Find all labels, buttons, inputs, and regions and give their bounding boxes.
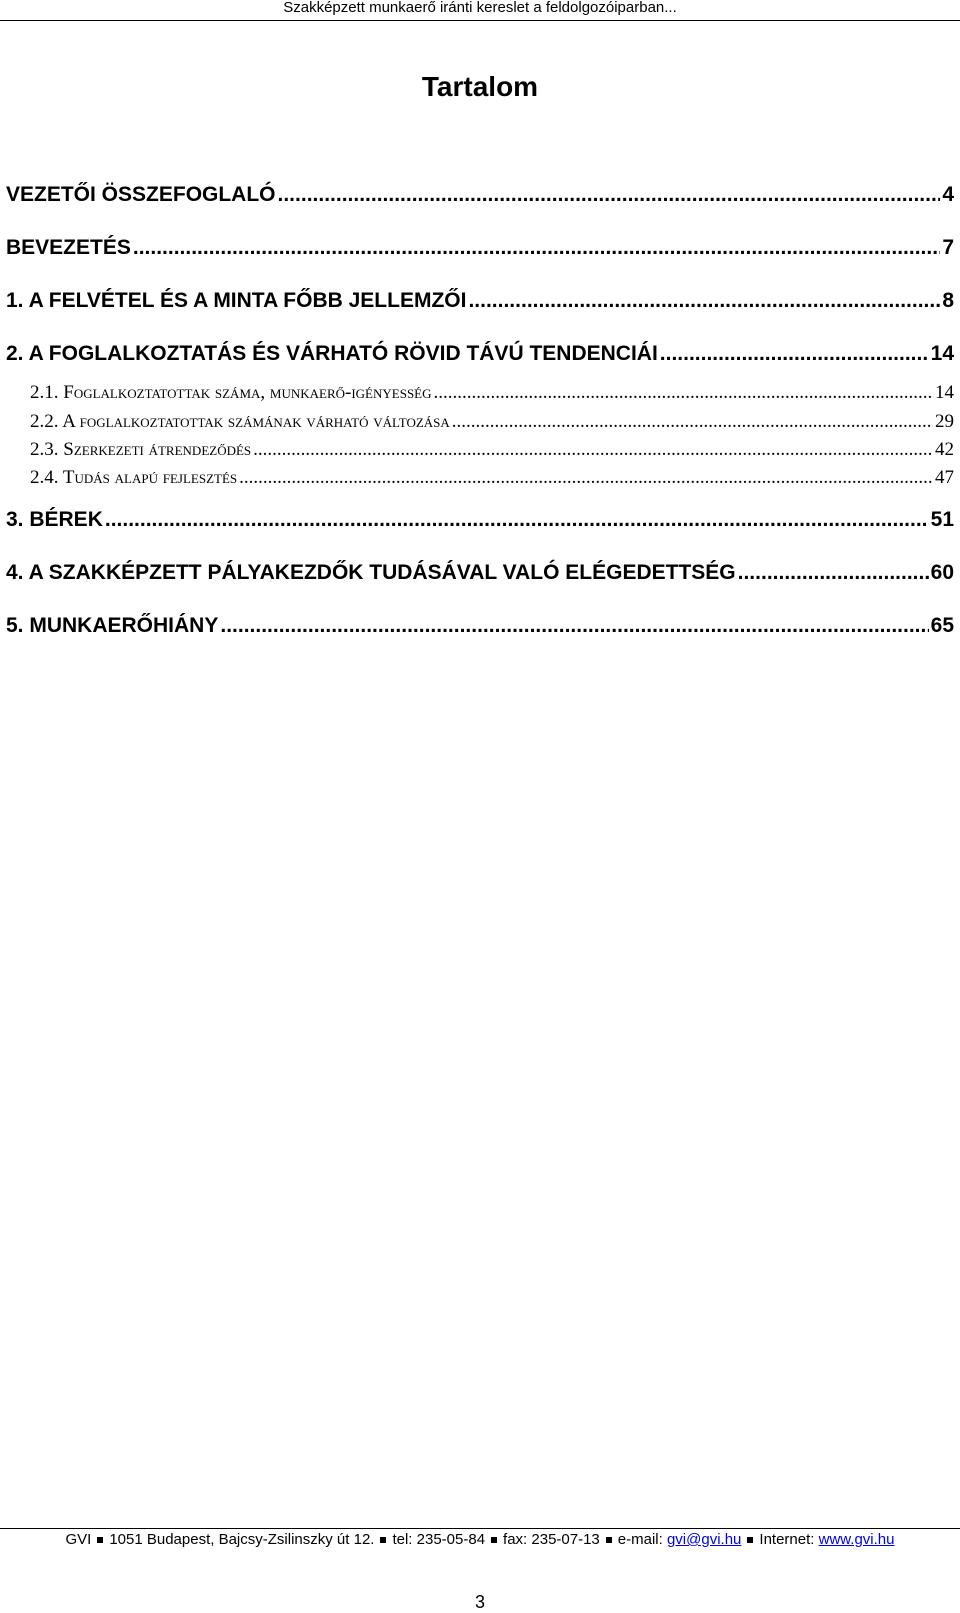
toc-entry-label: 2.1. Foglalkoztatottak száma, munkaerő-igényesség	[30, 382, 432, 403]
footer-org: GVI	[65, 1531, 92, 1548]
running-header: Szakképzett munkaerő iránti kereslet a feldolgozóiparban...	[0, 0, 960, 21]
toc-leader	[239, 466, 933, 490]
toc-entry-section-2-1[interactable]	[6, 381, 954, 405]
toc-entry-page: 7	[942, 236, 954, 259]
footer-email-link[interactable]: gvi@gvi.hu	[666, 1531, 742, 1548]
toc-entry-page: 4	[942, 183, 954, 206]
square-bullet-icon	[491, 1537, 497, 1543]
footer-fax: fax: 235-07-13	[503, 1531, 600, 1548]
toc-entry-chapter-1[interactable]	[6, 287, 954, 315]
toc-entry-page: 51	[930, 508, 954, 531]
toc-entry-chapter-3[interactable]	[6, 506, 954, 534]
toc-entry-chapter-2[interactable]	[6, 340, 954, 368]
footer-internet-label: Internet:	[759, 1531, 815, 1548]
toc-entry-page: 8	[942, 289, 954, 312]
toc-leader	[660, 340, 929, 368]
toc-entry-page: 42	[935, 439, 954, 460]
toc-entry-label: 2.4. Tudás alapú fejlesztés	[30, 467, 238, 488]
toc-leader	[452, 410, 933, 434]
toc-leader	[434, 381, 934, 405]
square-bullet-icon	[380, 1537, 386, 1543]
toc-leader	[278, 181, 941, 209]
toc-entry-label: 2. A FOGLALKOZTATÁS ÉS VÁRHATÓ RÖVID TÁVÚ TENDENCIÁI	[6, 342, 658, 365]
toc-entry-bevezetes[interactable]	[6, 234, 954, 262]
square-bullet-icon	[97, 1537, 103, 1543]
toc-entry-chapter-4[interactable]	[6, 559, 954, 587]
toc-entry-section-2-4[interactable]	[6, 466, 954, 490]
toc-entry-page: 65	[930, 614, 954, 637]
page-number: 3	[474, 1592, 485, 1612]
toc-entry-label: 1. A FELVÉTEL ÉS A MINTA FŐBB JELLEMZŐI	[6, 289, 467, 312]
toc-entry-section-2-3[interactable]	[6, 438, 954, 462]
toc-title: Tartalom	[421, 71, 539, 102]
toc-entry-label: VEZETŐI ÖSSZEFOGLALÓ	[6, 183, 276, 206]
toc-entry-section-2-2[interactable]	[6, 410, 954, 434]
toc-entry-page: 29	[935, 411, 954, 432]
toc-entry-label: 3. BÉREK	[6, 508, 103, 531]
square-bullet-icon	[606, 1537, 612, 1543]
toc-entry-label: 5. MUNKAERŐHIÁNY	[6, 614, 219, 637]
toc-entry-label: 2.2. A foglalkoztatottak számának várható változása	[30, 411, 450, 432]
toc-entry-page: 60	[930, 561, 954, 584]
toc-entry-page: 14	[930, 342, 954, 365]
toc-entry-chapter-5[interactable]	[6, 612, 954, 640]
footer-tel: tel: 235-05-84	[392, 1531, 486, 1548]
toc-leader	[468, 287, 940, 315]
footer-email-label: e-mail:	[617, 1531, 663, 1548]
toc-leader	[738, 559, 929, 587]
page-footer	[0, 1528, 960, 1549]
toc-entry-page: 47	[935, 467, 954, 488]
toc-entry-vezetoi-osszefoglalo[interactable]	[6, 181, 954, 209]
toc-leader	[105, 506, 929, 534]
toc-entry-page: 14	[935, 382, 954, 403]
footer-address: 1051 Budapest, Bajcsy-Zsilinszky út 12.	[109, 1531, 375, 1548]
toc-leader	[133, 234, 940, 262]
toc-entry-label: 4. A SZAKKÉPZETT PÁLYAKEZDŐK TUDÁSÁVAL VALÓ ELÉGEDETTSÉG	[6, 561, 736, 584]
footer-website-link[interactable]: www.gvi.hu	[818, 1531, 895, 1548]
square-bullet-icon	[747, 1537, 753, 1543]
toc-entry-label: 2.3. Szerkezeti átrendeződés	[30, 439, 252, 460]
toc-leader	[253, 438, 933, 462]
toc-entry-label: BEVEZETÉS	[6, 236, 131, 259]
toc-leader	[220, 612, 928, 640]
